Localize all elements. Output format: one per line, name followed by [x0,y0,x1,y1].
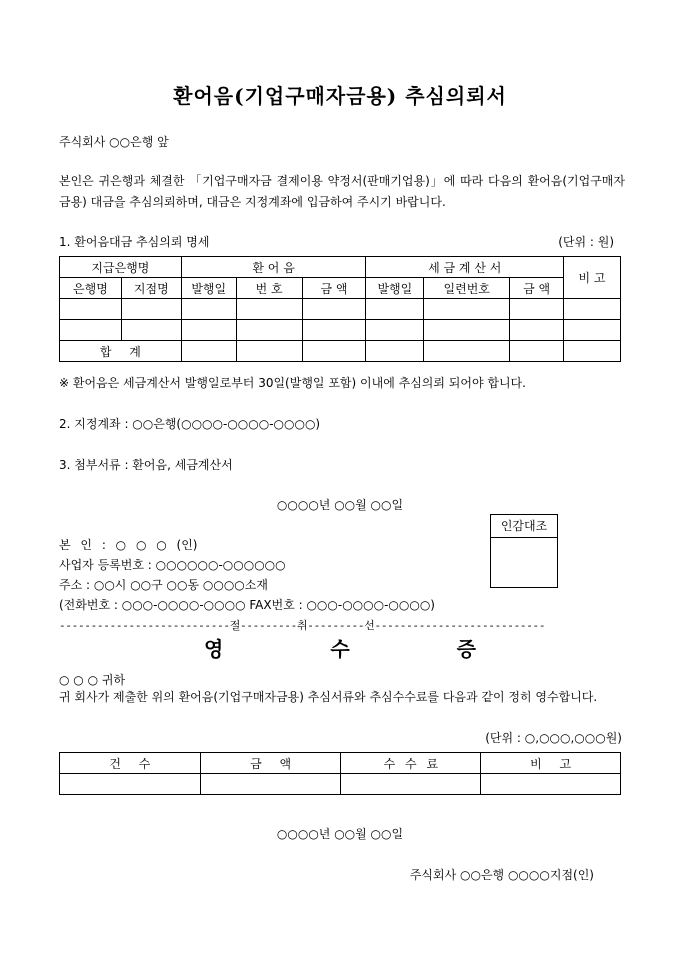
subheader-bill-number: 번 호 [236,278,302,299]
receipt-header-fee: 수 수 료 [341,753,481,774]
cut-line: ---------------------------절---------취---------선--------------------------- [59,619,546,632]
applicant-address: 주소 : ○○시 ○○구 ○○동 ○○○○소재 [59,578,268,592]
document-title: 환어음(기업구매자금용) 추심의뢰서 [173,84,507,108]
receipt-table [59,752,621,795]
designated-account: 2. 지정계좌 : ○○은행(○○○○-○○○○-○○○○) [59,417,321,431]
subheader-invoice-serial: 일련번호 [424,278,510,299]
total-label: 합 계 [60,341,182,362]
collection-note: ※ 환어음은 세금계산서 발행일로부터 30일(발행일 포함) 이내에 추심의뢰 되어야 합니다. [59,376,526,390]
attachments: 3. 첨부서류 : 환어음, 세금계산서 [59,458,233,472]
receipt-date: ○○○○년 ○○월 ○○일 [276,827,404,841]
intro-paragraph: 본인은 귀은행과 체결한 「기업구매자금 결제이용 약정서(판매기업용)」에 따라 다음의 환어음(기업구매자금용) 대금을 추심의뢰하며, 대금은 지정계좌에 입금하여 주시기 바랍니다. [59,174,625,209]
seal-verification-label: 인감대조 [491,515,557,538]
receipt-unit: (단위 : ○,○○○,○○○원) [485,731,622,745]
subheader-bank-name: 은행명 [60,278,122,299]
header-bill: 환 어 음 [181,257,366,278]
total-row [60,341,621,362]
application-date: ○○○○년 ○○월 ○○일 [276,498,404,512]
subheader-bill-issue-date: 발행일 [181,278,236,299]
section1-unit: (단위 : 원) [558,235,614,249]
receipt-header-amount: 금 액 [200,753,341,774]
header-remarks: 비 고 [564,257,621,299]
applicant-contact: (전화번호 : ○○○-○○○○-○○○○ FAX번호 : ○○○-○○○○-○○○○) [59,598,435,612]
bill-detail-table [59,256,621,362]
section1-heading: 1. 환어음대금 추심의뢰 명세 [59,235,210,249]
subheader-invoice-issue-date: 발행일 [366,278,424,299]
receipt-header-remarks: 비 고 [481,753,621,774]
receipt-addressee: ○ ○ ○ 귀하 [59,673,126,687]
seal-verification-box [490,514,558,588]
table-row [60,774,621,795]
table-row [60,299,621,320]
addressee: 주식회사 ○○은행 앞 [59,135,169,149]
table-row [60,320,621,341]
receipt-header-count: 건 수 [60,753,201,774]
subheader-bill-amount: 금 액 [302,278,366,299]
header-paying-bank: 지급은행명 [60,257,182,278]
subheader-invoice-amount: 금 액 [510,278,564,299]
applicant-name: 본 인 : ○ ○ ○ (인) [59,538,198,552]
header-tax-invoice: 세 금 계 산 서 [366,257,564,278]
business-registration-number: 사업자 등록번호 : ○○○○○○-○○○○○○ [59,558,286,572]
receipt-body: 귀 회사가 제출한 위의 환어음(기업구매자금용) 추심서류와 추심수수료를 다음과 같이 정히 영수합니다. [59,690,598,704]
subheader-branch-name: 지점명 [121,278,181,299]
receipt-title: 영 수 증 [204,637,526,661]
receipt-signature: 주식회사 ○○은행 ○○○○지점(인) [409,868,594,882]
